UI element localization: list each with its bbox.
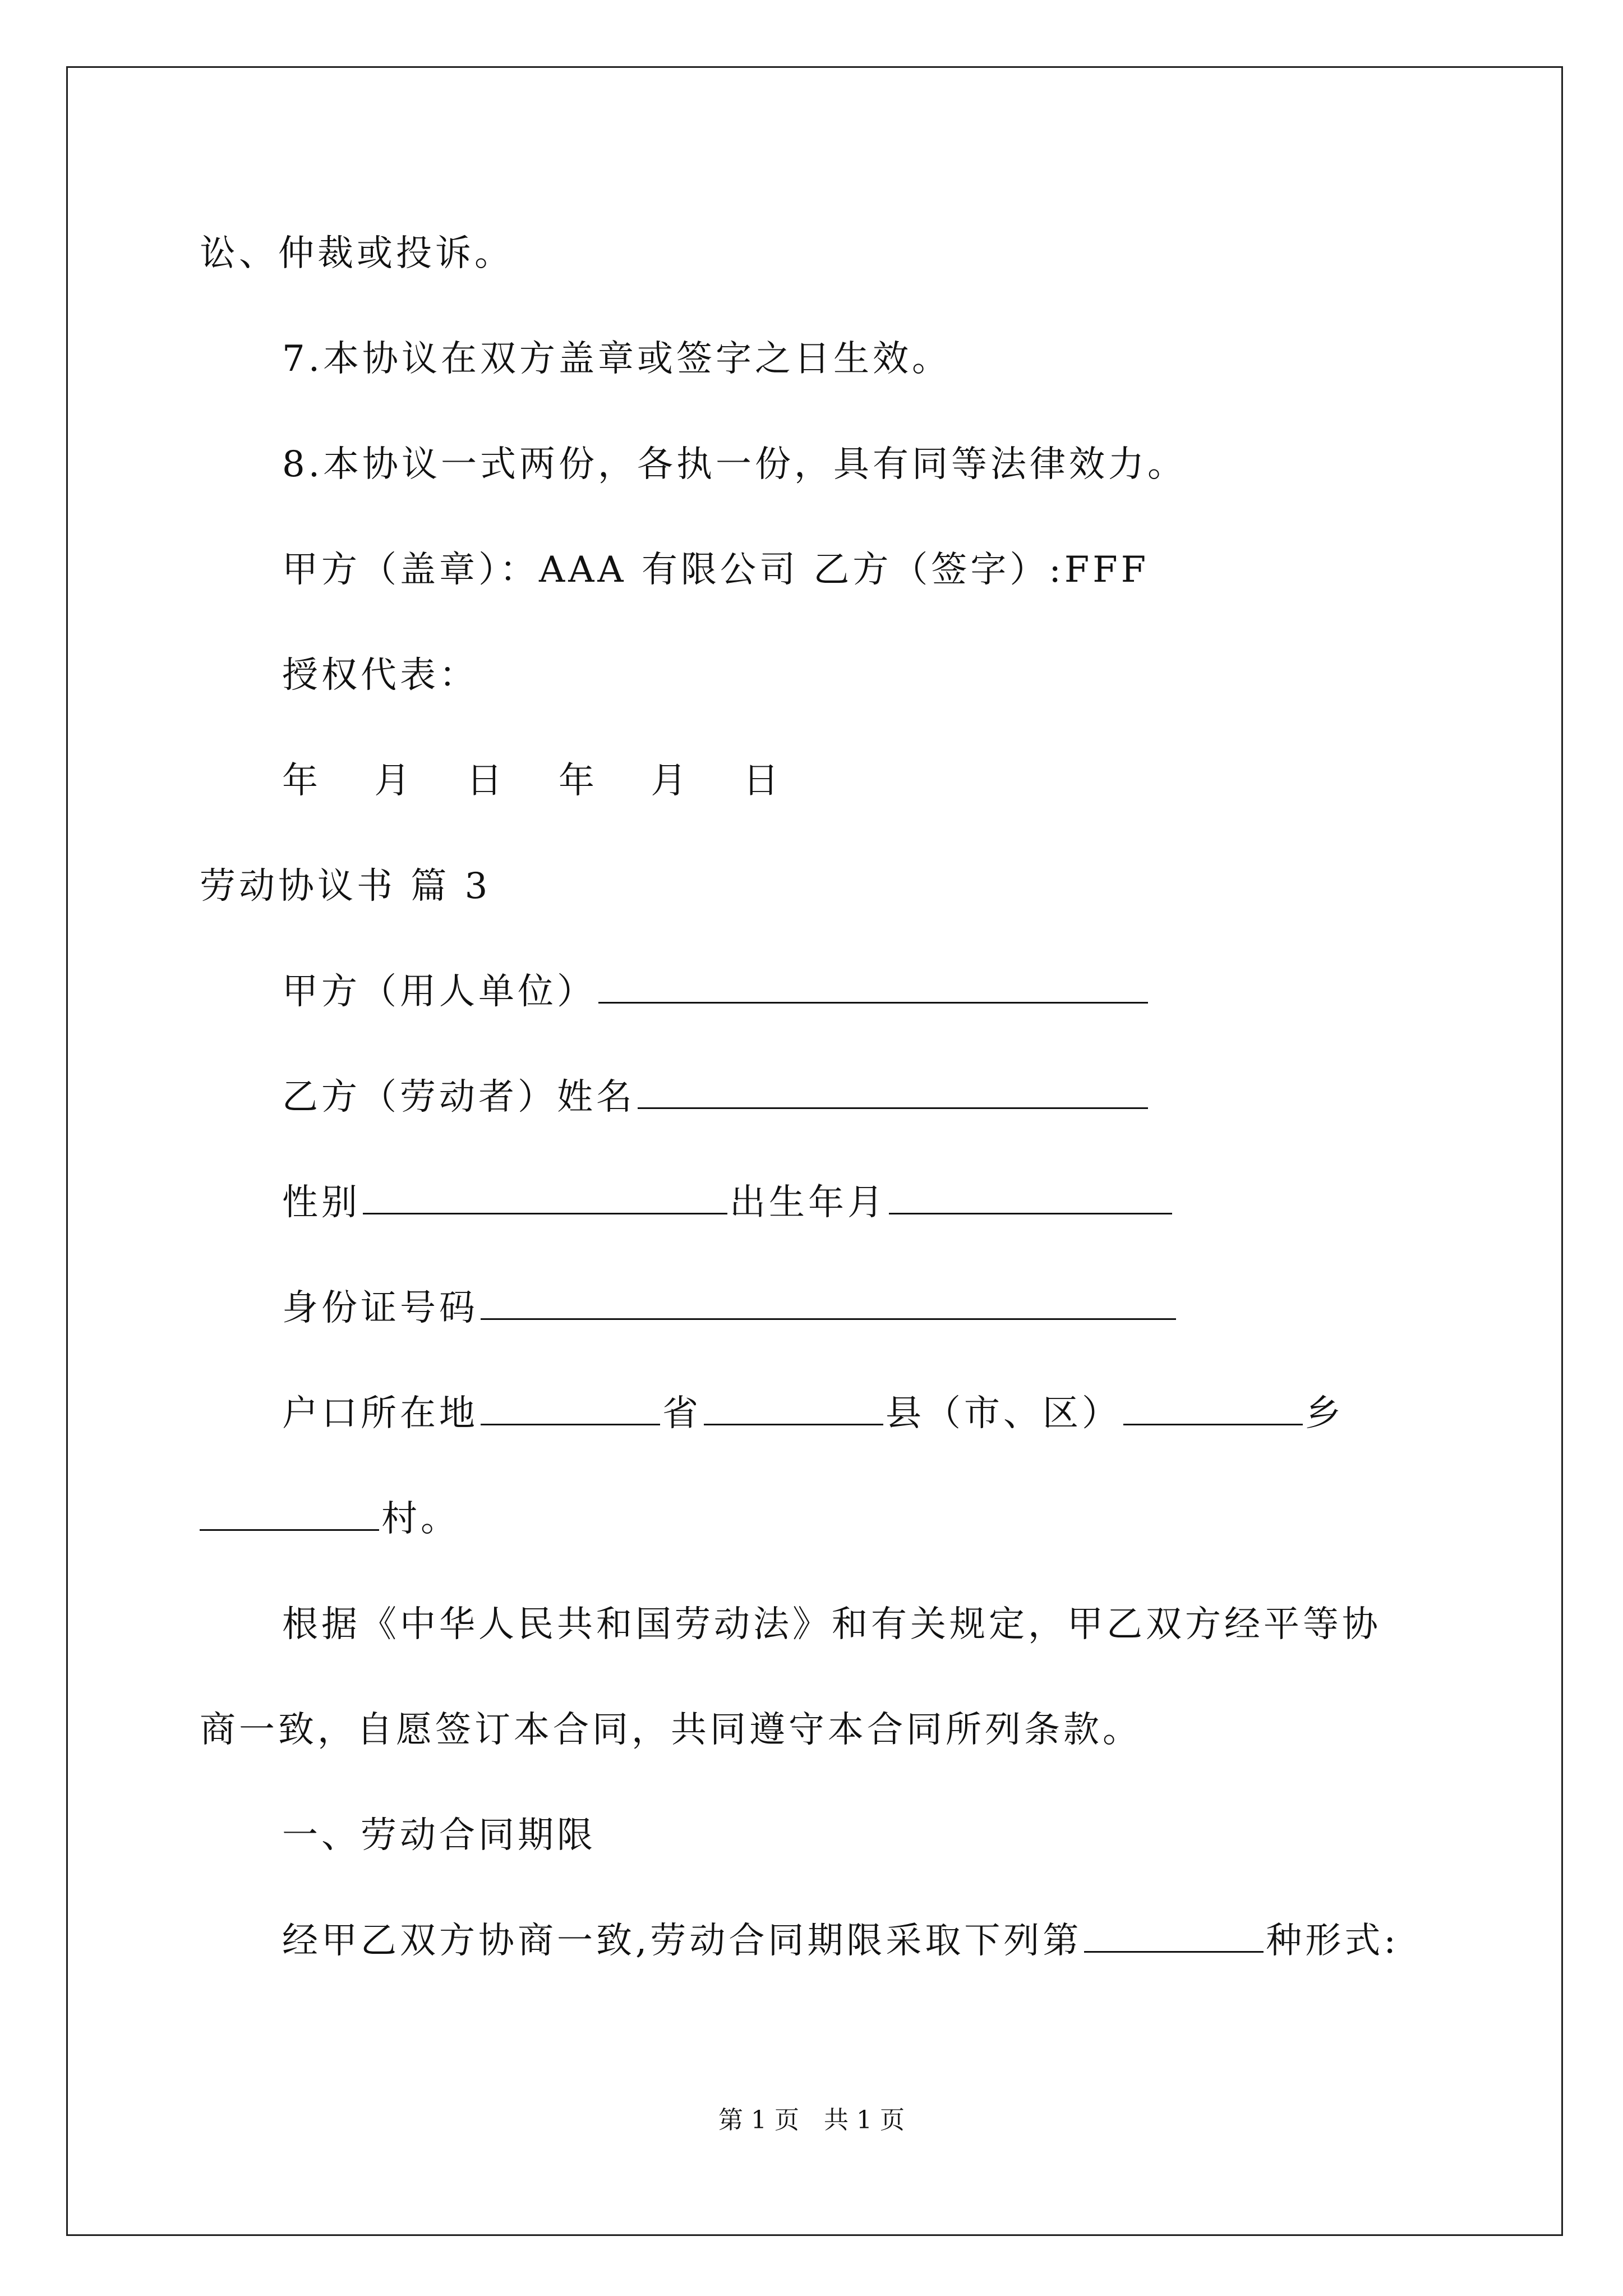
page-border <box>66 66 1563 2236</box>
field-label: 经甲乙双方协商一致,劳动合同期限采取下列第 <box>282 1920 1082 1962</box>
term-type-blank <box>1084 1918 1264 1953</box>
date-line: 年 月 日 年 月 日 <box>282 760 801 802</box>
field-label: 出生年月 <box>730 1182 887 1223</box>
field-label: 身份证号码 <box>282 1287 478 1329</box>
signature-line: 甲方（盖章）：AAA 有限公司 乙方（签字）:FFF <box>282 549 1150 591</box>
text-line: 8.本协议一式两份，各执一份，具有同等法律效力。 <box>282 444 1187 485</box>
text-line: 讼、仲裁或投诉。 <box>200 233 514 274</box>
birth-blank <box>889 1180 1172 1214</box>
employer-line <box>282 969 1150 1014</box>
section-heading: 劳动协议书 篇 3 <box>200 866 491 907</box>
employee-line <box>282 1075 1150 1120</box>
field-label: 县（市、区） <box>886 1393 1121 1434</box>
text-line: 商一致，自愿签订本合同，共同遵守本合同所列条款。 <box>200 1709 1142 1751</box>
county-blank <box>704 1391 883 1425</box>
field-label: 种形式: <box>1266 1920 1399 1962</box>
text-line: 授权代表： <box>282 655 478 696</box>
name-blank <box>638 1075 1148 1109</box>
text-line: 根据《中华人民共和国劳动法》和有关规定，甲乙双方经平等协 <box>282 1604 1381 1645</box>
employer-blank <box>598 969 1148 1004</box>
village-line <box>200 1497 460 1542</box>
field-label: 村。 <box>381 1498 460 1540</box>
household-line <box>282 1391 1344 1436</box>
township-blank <box>1123 1391 1303 1425</box>
field-label: 户口所在地 <box>282 1393 478 1434</box>
field-label: 性别 <box>282 1182 361 1223</box>
id-number-blank <box>481 1286 1176 1320</box>
village-blank <box>200 1497 379 1531</box>
id-line <box>282 1286 1178 1331</box>
text-line: 7.本协议在双方盖章或签字之日生效。 <box>282 338 952 380</box>
gender-birth-line <box>282 1180 1174 1225</box>
province-blank <box>481 1391 660 1425</box>
clause-heading: 一、劳动合同期限 <box>282 1815 596 1856</box>
field-label: 乙方（劳动者）姓名 <box>282 1076 635 1118</box>
field-label: 省 <box>662 1393 702 1434</box>
page-footer: 第 1 页 共 1 页 <box>718 2106 905 2134</box>
field-label: 乡 <box>1305 1393 1344 1434</box>
term-line <box>282 1918 1399 1963</box>
field-label: 甲方（用人单位） <box>282 971 596 1013</box>
gender-blank <box>363 1180 727 1214</box>
